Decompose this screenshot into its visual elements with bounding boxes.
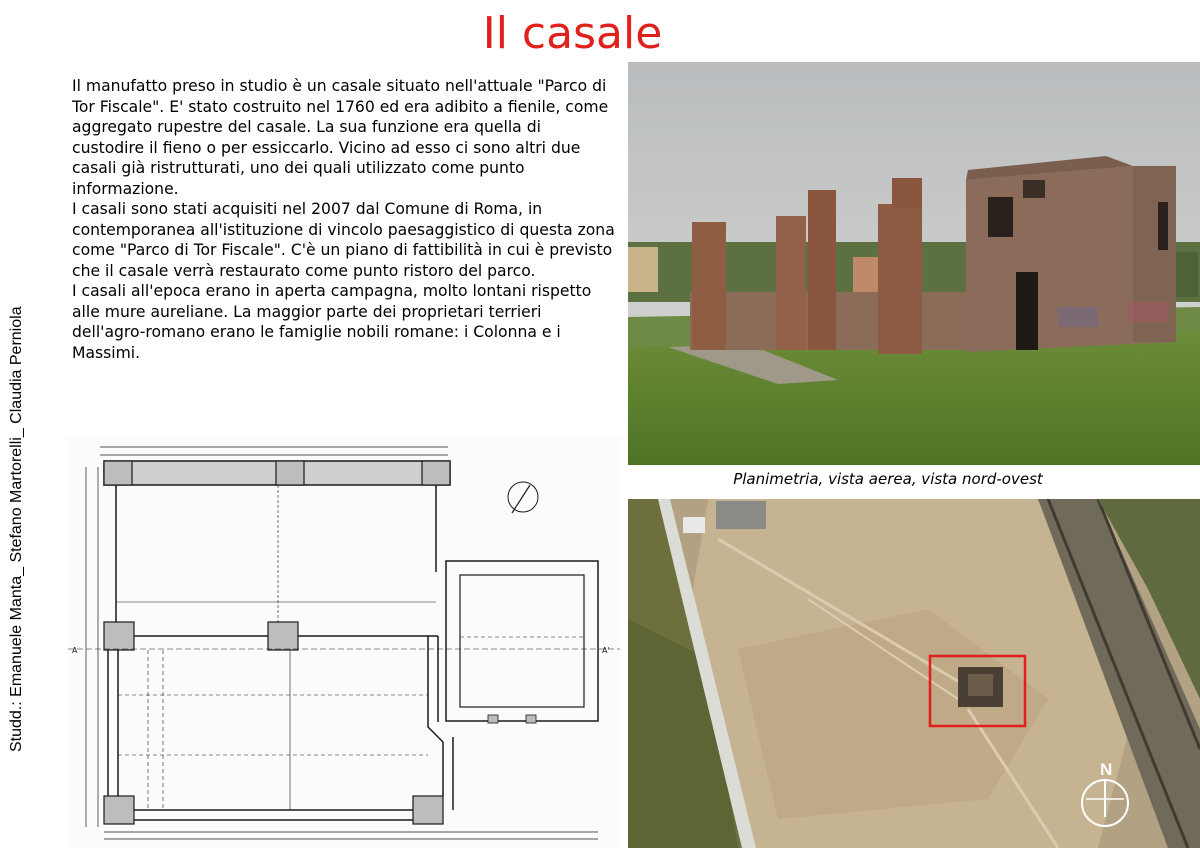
paragraph-acquisition: I casali sono stati acquisiti nel 2007 dal Comune di Roma, in contemporanea all'istituzione di vincolo paesaggistico di questa zona come "Parco di Tor Fiscale". C'è un piano di fattibilità in cui è previsto che il casale verrà restaurato come punto ristoro del parco. [72, 200, 615, 280]
photo-caption: Planimetria, vista aerea, vista nord-ovest [733, 470, 1043, 488]
section-a-right-label: A' [602, 646, 610, 655]
description-text [72, 76, 617, 363]
author-credit: Studd.: Emanuele Manta_ Stefano Martorelli_ Claudia Perniola [8, 306, 25, 752]
section-a-left-label: A [72, 646, 78, 655]
aerial-view-image [628, 499, 1200, 848]
northwest-view-photo [628, 62, 1200, 465]
paragraph-history: Il manufatto preso in studio è un casale situato nell'attuale "Parco di Tor Fiscale". E' stato costruito nel 1760 ed era adibito a fienile, come aggregato rupestre del casale. La sua funzione era quella di custodire il fieno o per essiccarlo. Vicino ad esso ci sono altri due casali già ristrutturati, uno dei quali utilizzato come punto informazione. [72, 77, 609, 198]
paragraph-context: I casali all'epoca erano in aperta campagna, molto lontani rispetto alle mure aureliane. La maggior parte dei proprietari terrieri dell'agro-romano erano le famiglie nobili romane: i Colonna e i Massimi. [72, 282, 592, 362]
floor-plan-drawing [68, 437, 620, 848]
page-title: Il casale [482, 8, 663, 59]
compass-north-label: N [1100, 760, 1113, 779]
